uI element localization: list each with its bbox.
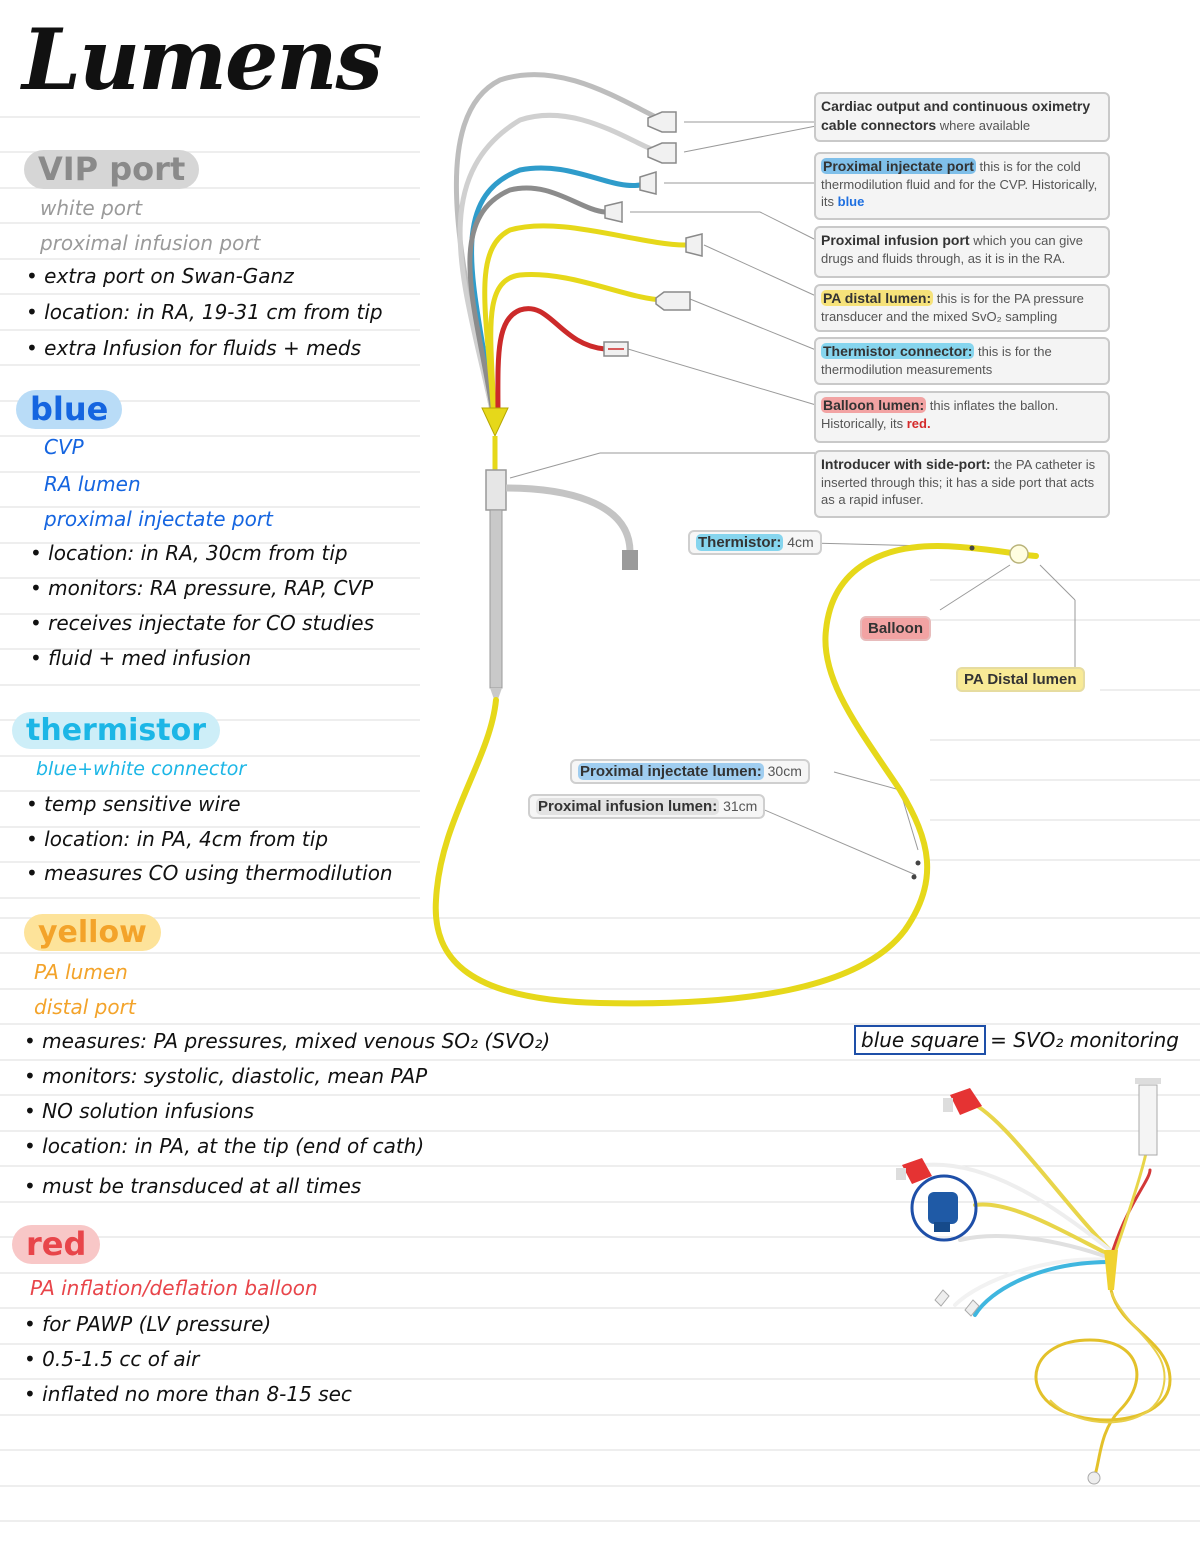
yellow-bullet-4: • location: in PA, at the tip (end of cath) [24, 1134, 425, 1158]
red-bullet-2: • 0.5-1.5 cc of air [24, 1347, 200, 1371]
yellow-bullet-3: • NO solution infusions [24, 1099, 255, 1123]
tag-thermistor-text: 4cm [783, 534, 814, 550]
callout-proximal-injectate-port-tail: blue [837, 194, 865, 210]
callout-co-connectors-title: Cardiac output and continuous oximetry cable connectors [821, 98, 1091, 133]
tag-proximal-infusion-lumen [528, 794, 765, 819]
vip-bullet-1: • extra port on Swan-Ganz [26, 264, 294, 288]
yellow-heading: yellow [24, 914, 161, 951]
callout-thermistor-connector-text: this is for the thermodilution measurements [821, 344, 1052, 377]
thermistor-sub1: blue+white connector [36, 758, 247, 780]
tag-balloon [860, 616, 931, 641]
blue-sub1: CVP [44, 435, 84, 459]
callout-balloon-lumen [814, 391, 1110, 443]
red-sub1: PA inflation/deflation balloon [30, 1276, 318, 1300]
yellow-bullet-2: • monitors: systolic, diastolic, mean PAP [24, 1064, 428, 1088]
yellow-sub2: distal port [34, 995, 136, 1019]
yellow-sub1: PA lumen [34, 960, 128, 984]
callout-proximal-infusion-port [814, 226, 1110, 278]
thermistor-bullet-3: • measures CO using thermodilution [26, 861, 393, 885]
blue-sub3: proximal injectate port [44, 507, 273, 531]
callout-introducer-text: the PA catheter is inserted through this; it has a side port that acts as a rapid infuser. [821, 457, 1096, 508]
callout-proximal-injectate-port [814, 152, 1110, 220]
thermistor-heading: thermistor [12, 712, 220, 749]
blue-bullet-2: • monitors: RA pressure, RAP, CVP [30, 576, 374, 600]
callout-pa-distal-lumen-title: PA distal lumen: [823, 290, 932, 306]
callout-thermistor-connector-title: Thermistor connector: [823, 343, 973, 359]
blue-sub2: RA lumen [44, 472, 141, 496]
tag-proximal-injectate-lumen-text: 30cm [763, 763, 802, 779]
svo2-note-text: = SVO₂ monitoring [990, 1028, 1179, 1052]
tag-thermistor-title: Thermistor: [698, 534, 782, 551]
yellow-bullet-5: • must be transduced at all times [24, 1174, 362, 1198]
callout-co-connectors [814, 92, 1110, 142]
red-bullet-3: • inflated no more than 8-15 sec [24, 1382, 352, 1406]
callout-balloon-lumen-text: this inflates the ballon. Historically, its [821, 398, 1059, 431]
vip-bullet-2: • location: in RA, 19-31 cm from tip [26, 300, 383, 324]
callout-pa-distal-lumen-text: this is for the PA pressure transducer and the mixed SvO₂ sampling [821, 291, 1084, 324]
tag-balloon-title: Balloon [868, 620, 923, 637]
callout-introducer [814, 450, 1110, 518]
callout-thermistor-connector [814, 337, 1110, 385]
blue-bullet-3: • receives injectate for CO studies [30, 611, 374, 635]
callout-balloon-lumen-title: Balloon lumen: [823, 397, 925, 413]
vip-sub1: white port [40, 196, 143, 220]
thermistor-bullet-1: • temp sensitive wire [26, 792, 241, 816]
callout-pa-distal-lumen [814, 284, 1110, 332]
callout-proximal-injectate-port-text: this is for the cold thermodilution fluid and for the CVP. Historically, its [821, 159, 1098, 210]
blue-square-box: blue square [854, 1025, 986, 1055]
vip-sub2: proximal infusion port [40, 231, 261, 255]
vip-heading: VIP port [24, 150, 199, 189]
callout-co-connectors-text: where available [936, 117, 1031, 133]
callout-proximal-injectate-port-title: Proximal injectate port [823, 158, 974, 174]
yellow-bullet-1: • measures: PA pressures, mixed venous SO₂ (SVO₂) [24, 1029, 551, 1053]
page-title: Lumens [22, 10, 381, 109]
blue-bullet-1: • location: in RA, 30cm from tip [30, 541, 348, 565]
blue-heading: blue [16, 390, 122, 429]
callout-proximal-infusion-port-text: which you can give drugs and fluids through, as it is in the RA. [821, 233, 1084, 266]
tag-proximal-injectate-lumen-title: Proximal injectate lumen: [580, 763, 762, 780]
tag-proximal-injectate-lumen [570, 759, 810, 784]
thermistor-bullet-2: • location: in PA, 4cm from tip [26, 827, 329, 851]
blue-bullet-4: • fluid + med infusion [30, 646, 252, 670]
red-bullet-1: • for PAWP (LV pressure) [24, 1312, 272, 1336]
callout-introducer-title: Introducer with side-port: [821, 456, 991, 472]
svo2-note [854, 1025, 1179, 1055]
tag-pa-distal-title: PA Distal lumen [964, 671, 1077, 688]
callout-balloon-lumen-tail: red. [906, 415, 931, 431]
catheter-kit-photo [880, 1070, 1180, 1490]
tag-proximal-infusion-lumen-title: Proximal infusion lumen: [538, 798, 718, 815]
tag-proximal-infusion-lumen-text: 31cm [719, 798, 758, 814]
callout-proximal-infusion-port-title: Proximal infusion port [821, 232, 970, 248]
tag-thermistor [688, 530, 822, 555]
tag-pa-distal [956, 667, 1085, 692]
vip-bullet-3: • extra Infusion for fluids + meds [26, 336, 362, 360]
red-heading: red [12, 1225, 100, 1264]
